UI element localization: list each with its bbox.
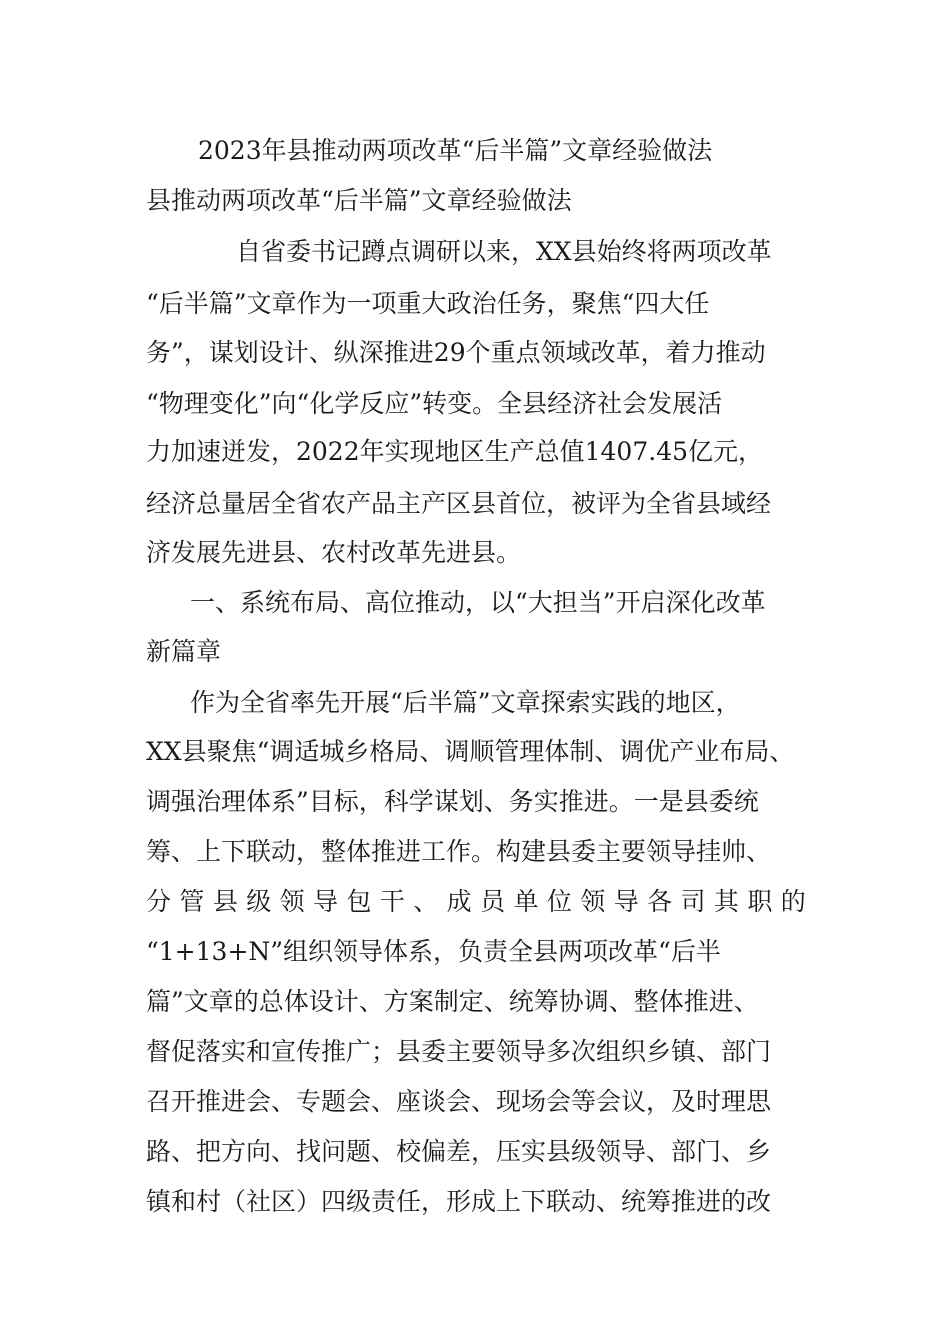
body-line-9: XX县聚焦“调适城乡格局、调顺管理体制、调优产业布局、 <box>146 737 795 766</box>
body-line-14: 篇”文章的总体设计、方案制定、统筹协调、整体推进、 <box>146 987 759 1016</box>
justified-char: 各 <box>647 887 673 916</box>
document-subtitle: 县推动两项改革“后半篇”文章经验做法 <box>146 186 572 215</box>
justified-char: 的 <box>780 887 806 916</box>
justified-char: 干 <box>379 887 405 916</box>
justified-char: 位 <box>546 887 572 916</box>
body-line-10: 调强治理体系”目标，科学谋划、务实推进。一是县委统 <box>146 787 759 816</box>
justified-char: 司 <box>680 887 706 916</box>
body-line-13: “1+13+N”组织领导体系，负责全县两项改革“后半 <box>146 937 721 966</box>
justified-char: 分 <box>146 887 172 916</box>
justified-char: 员 <box>480 887 506 916</box>
justified-char: 、 <box>413 887 439 916</box>
justified-char: 领 <box>580 887 606 916</box>
body-line-16: 召开推进会、专题会、座谈会、现场会等会议，及时理思 <box>146 1087 772 1116</box>
body-line-7: 济发展先进县、农村改革先进县。 <box>146 538 522 567</box>
justified-char: 县 <box>212 887 238 916</box>
body-line-2: “后半篇”文章作为一项重大政治任务，聚焦“四大任 <box>146 289 710 318</box>
body-line-15: 督促落实和宣传推广；县委主要领导多次组织乡镇、部门 <box>146 1037 772 1066</box>
body-line-6: 经济总量居全省农产品主产区县首位，被评为全省县域经 <box>146 489 772 518</box>
body-line-4: “物理变化”向“化学反应”转变。全县经济社会发展活 <box>146 389 723 418</box>
section-heading-line-2: 新篇章 <box>146 637 222 666</box>
body-line-18: 镇和村（社区）四级责任，形成上下联动、统筹推进的改 <box>146 1187 772 1216</box>
justified-char: 领 <box>279 887 305 916</box>
justified-char: 包 <box>346 887 372 916</box>
justified-char: 级 <box>246 887 272 916</box>
justified-char: 职 <box>747 887 773 916</box>
body-line-1: 自省委书记蹲点调研以来，XX县始终将两项改革 <box>236 237 772 266</box>
body-line-8: 作为全省率先开展“后半篇”文章探索实践的地区， <box>190 688 741 717</box>
body-line-3: 务”，谋划设计、纵深推进29个重点领域改革，着力推动 <box>146 338 766 367</box>
justified-char: 导 <box>313 887 339 916</box>
body-line-17: 路、把方向、找问题、校偏差，压实县级领导、部门、乡 <box>146 1137 772 1166</box>
body-line-5: 力加速迸发，2022年实现地区生产总值1407.45亿元， <box>146 437 764 466</box>
body-line-12-justified <box>146 882 806 922</box>
justified-char: 导 <box>613 887 639 916</box>
body-line-11: 筹、上下联动，整体推进工作。构建县委主要领导挂帅、 <box>146 837 772 866</box>
section-heading-line-1: 一、系统布局、高位推动，以“大担当”开启深化改革 <box>190 588 766 617</box>
justified-char: 管 <box>179 887 205 916</box>
justified-char: 其 <box>713 887 739 916</box>
justified-char: 单 <box>513 887 539 916</box>
justified-char: 成 <box>446 887 472 916</box>
document-title: 2023年县推动两项改革“后半篇”文章经验做法 <box>198 136 713 165</box>
